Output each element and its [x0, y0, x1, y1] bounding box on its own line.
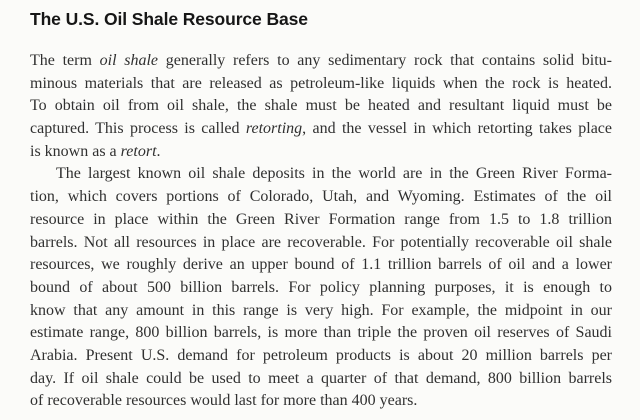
text-line — [30, 163, 612, 186]
text-line — [30, 300, 612, 323]
text-line — [30, 186, 612, 209]
paragraph — [30, 163, 612, 413]
text-line — [30, 277, 612, 300]
text-line — [30, 73, 612, 96]
text-segment: The term — [30, 52, 100, 69]
text-line — [30, 345, 612, 368]
text-segment: Arabia. Present U.S. demand for petroleum products is about 20 million barrels per — [30, 346, 612, 364]
text-segment: generally refers to any sedimentary rock that contains solid bitu- — [158, 52, 612, 69]
text-segment: estimate range, 800 billion barrels, is more than triple the proven oil reserves of Saudi — [30, 324, 612, 342]
text-line — [30, 50, 612, 73]
text-segment: bound of about 500 billion barrels. For policy planning purposes, it is enough to — [30, 278, 612, 296]
text-segment: know that any amount in this range is very high. For example, the midpoint in our — [30, 301, 612, 319]
text-segment: day. If oil shale could be used to meet a quarter of that demand, 800 billion barrels — [30, 369, 612, 387]
text-line — [30, 95, 612, 118]
italic-term: retorting — [245, 120, 303, 138]
text-line — [30, 254, 612, 277]
italic-term: retort — [120, 142, 157, 160]
text-line — [30, 118, 612, 141]
text-segment: barrels. Not all resources in place are recoverable. For potentially recoverable oil shale — [30, 233, 612, 251]
text-segment: . — [156, 142, 161, 160]
text-line — [30, 209, 612, 232]
text-segment: is known as a — [30, 142, 121, 160]
text-body — [30, 50, 612, 413]
text-segment: minous materials that are released as petroleum-like liquids when the rock is heated. — [30, 74, 612, 92]
text-segment: resources, we roughly derive an upper bound of 1.1 trillion barrels of oil and a lower — [30, 256, 612, 274]
text-segment: of recoverable resources would last for more than 400 years. — [30, 392, 418, 410]
text-line — [30, 368, 612, 391]
text-segment: tion, which covers portions of Colorado, Utah, and Wyoming. Estimates of the oil — [30, 188, 612, 206]
text-segment: captured. This process is called — [30, 120, 246, 138]
italic-term: oil shale — [99, 52, 159, 69]
paragraph — [30, 50, 612, 163]
text-line — [30, 390, 612, 413]
text-segment: To obtain oil from oil shale, the shale must be heated and resultant liquid must be — [30, 97, 612, 115]
text-segment: , and the vessel in which retorting takes place — [302, 120, 612, 138]
text-segment: The largest known oil shale deposits in the world are in the Green River Forma- — [56, 165, 612, 183]
text-line — [30, 232, 612, 255]
section-heading: The U.S. Oil Shale Resource Base — [30, 9, 308, 29]
text-line — [30, 141, 612, 164]
text-segment: resource in place within the Green River Formation range from 1.5 to 1.8 trillion — [30, 210, 612, 228]
text-line — [30, 322, 612, 345]
